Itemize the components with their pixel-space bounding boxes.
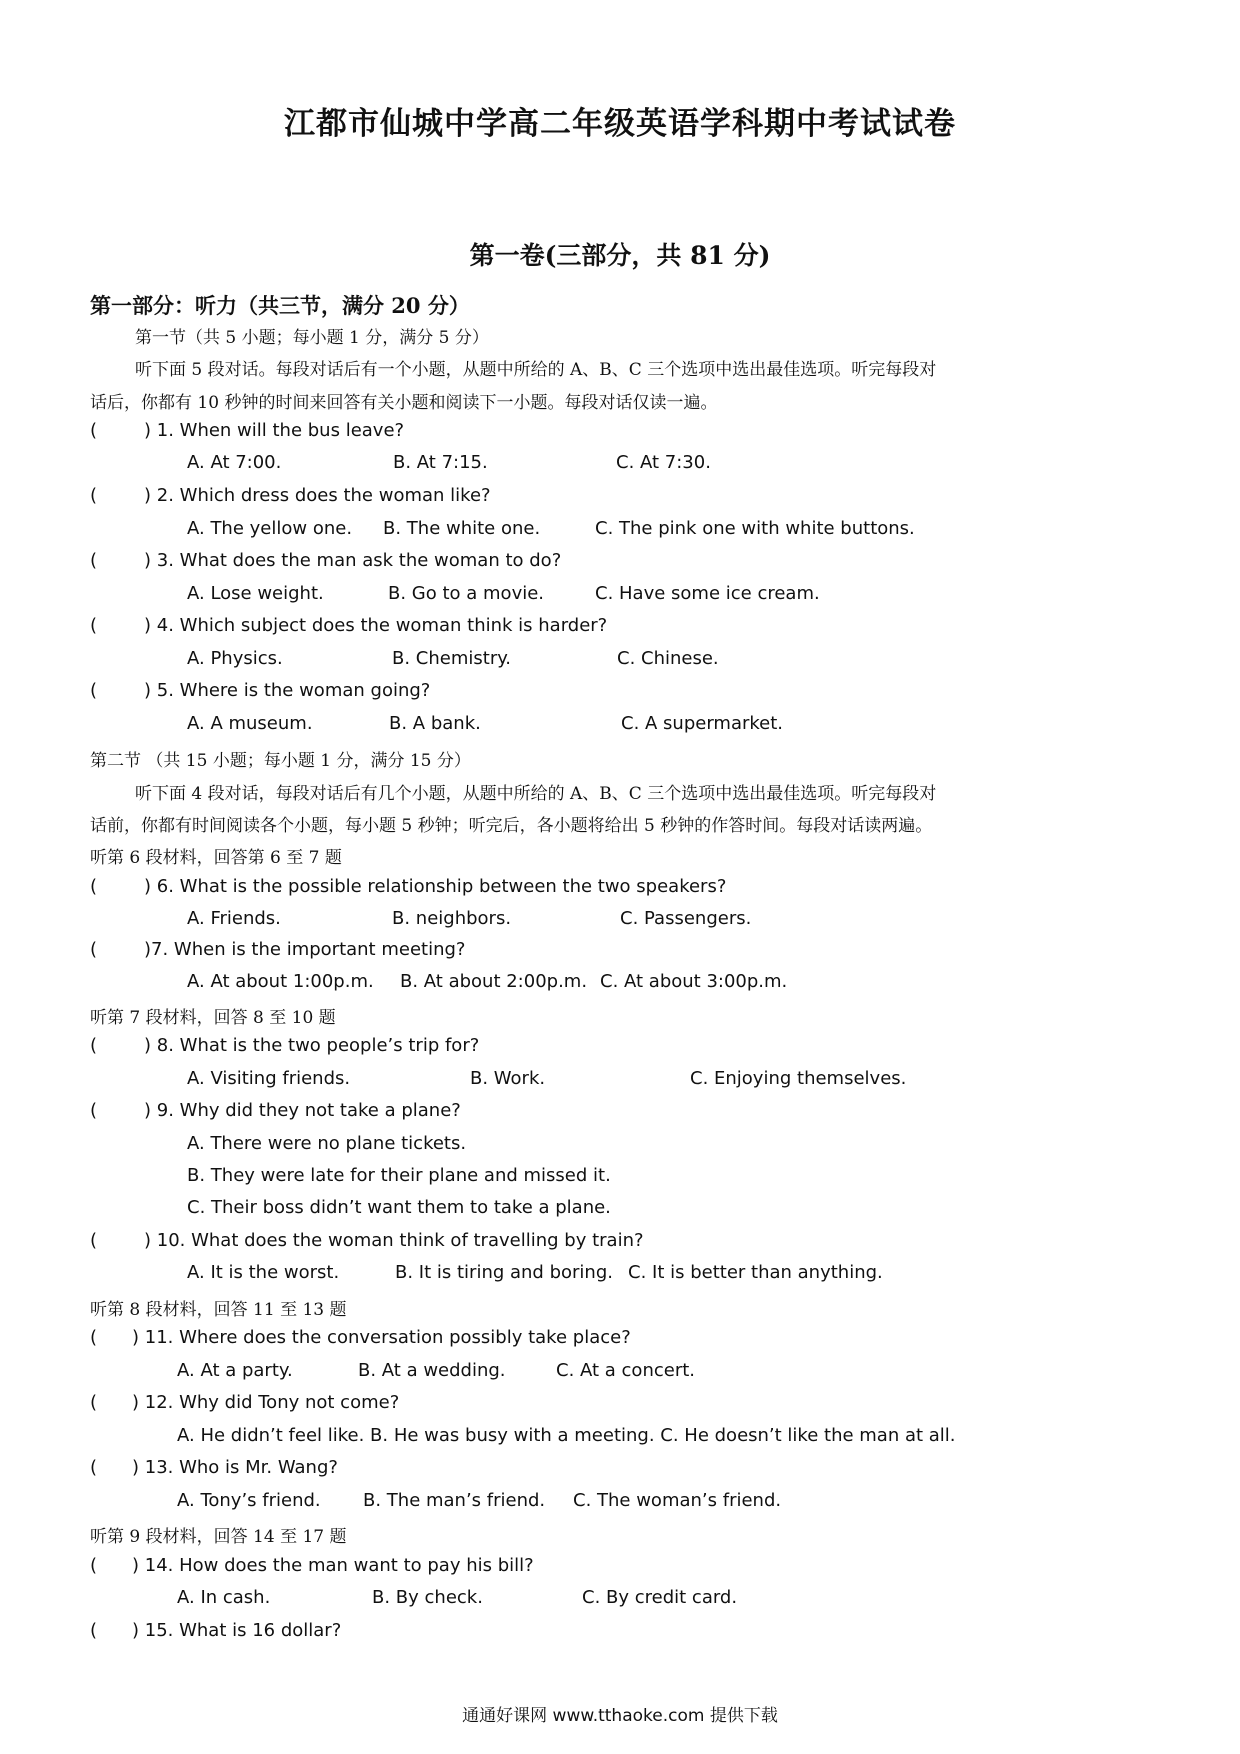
question-1: ( ) 1. When will the bus leave? [90,420,405,441]
option-c: C. A supermarket. [621,713,784,734]
exam-title: 江都市仙城中学高二年级英语学科期中考试试卷 [284,106,956,142]
answer-blank[interactable]: ( [90,1230,98,1251]
option-a: A. A museum. [187,713,313,734]
section2-instruction-1: 听下面 4 段对话，每段对话后有几个小题，从题中所给的 A、B、C 三个选项中选出最佳选项。听完每段对 [135,784,937,804]
section1-instruction-1: 听下面 5 段对话。每段对话后有一个小题，从题中所给的 A、B、C 三个选项中选出最佳选项。听完每段对 [135,360,937,380]
option-a: A. In cash. [177,1587,271,1608]
option-a: A. At 7:00. [187,452,282,473]
option-b: B. Work. [470,1068,546,1089]
option-c: C. Their boss didn’t want them to take a plane. [187,1197,611,1218]
option-b: B. At 7:15. [393,452,488,473]
option-a: A. The yellow one. [187,518,353,539]
answer-blank[interactable]: ( [90,1620,98,1641]
volume-title: 第一卷(三部分，共 81 分) [469,241,771,270]
section1-instruction-2: 话后，你都有 10 秒钟的时间来回答有关小题和阅读下一小题。每段对话仅读一遍。 [90,393,718,413]
option-b: B. At about 2:00p.m. [400,971,588,992]
question-8: ( ) 8. What is the two people’s trip for? [90,1035,480,1056]
option-b: B. By check. [372,1587,483,1608]
material-9-heading: 听第 9 段材料，回答 14 至 17 题 [90,1527,347,1547]
option-c: C. Chinese. [617,648,719,669]
option-a: A. At a party. [177,1360,293,1381]
option-c: C. Passengers. [620,908,752,929]
answer-blank[interactable]: ( [90,1327,98,1348]
answer-blank[interactable]: ( [90,420,98,441]
option-b: B. At a wedding. [358,1360,506,1381]
option-c: C. At 7:30. [616,452,711,473]
option-b: B. The man’s friend. [363,1490,546,1511]
answer-blank[interactable]: ( [90,1555,98,1576]
option-b: B. The white one. [383,518,541,539]
answer-blank[interactable]: ( [90,876,98,897]
option-b: B. It is tiring and boring. [395,1262,613,1283]
options-12: A. He didn’t feel like. B. He was busy with a meeting. C. He doesn’t like the man at all. [177,1425,956,1446]
material-7-heading: 听第 7 段材料，回答 8 至 10 题 [90,1008,336,1028]
question-7: ( )7. When is the important meeting? [90,939,466,960]
option-c: C. At a concert. [556,1360,696,1381]
question-6: ( ) 6. What is the possible relationship between the two speakers? [90,876,727,897]
material-6-heading: 听第 6 段材料，回答第 6 至 7 题 [90,848,342,868]
option-c: C. Enjoying themselves. [690,1068,907,1089]
option-b: B. They were late for their plane and missed it. [187,1165,611,1186]
material-8-heading: 听第 8 段材料，回答 11 至 13 题 [90,1300,347,1320]
option-a: A. Visiting friends. [187,1068,351,1089]
section2-instruction-2: 话前，你都有时间阅读各个小题，每小题 5 秒钟；听完后，各小题将给出 5 秒钟的作答时间。每段对话读两遍。 [90,816,933,836]
answer-blank[interactable]: ( [90,680,98,701]
answer-blank[interactable]: ( [90,1100,98,1121]
answer-blank[interactable]: ( [90,615,98,636]
option-a: A. Tony’s friend. [177,1490,321,1511]
option-c: C. Have some ice cream. [595,583,820,604]
option-a: A. It is the worst. [187,1262,340,1283]
option-a: A. Physics. [187,648,283,669]
option-a: A. At about 1:00p.m. [187,971,374,992]
question-5: ( ) 5. Where is the woman going? [90,680,431,701]
question-4: ( ) 4. Which subject does the woman think is harder? [90,615,608,636]
part1-heading: 第一部分：听力（共三节，满分 20 分） [90,293,470,318]
page-footer: 通通好课网 www.tthaoke.com 提供下载 [462,1706,778,1726]
option-b: B. Chemistry. [392,648,512,669]
question-10: ( ) 10. What does the woman think of travelling by train? [90,1230,644,1251]
question-2: ( ) 2. Which dress does the woman like? [90,485,491,506]
question-3: ( ) 3. What does the man ask the woman to do? [90,550,562,571]
answer-blank[interactable]: ( [90,485,98,506]
question-9: ( ) 9. Why did they not take a plane? [90,1100,461,1121]
answer-blank[interactable]: ( [90,550,98,571]
option-c: C. By credit card. [582,1587,738,1608]
option-c: C. The pink one with white buttons. [595,518,915,539]
answer-blank[interactable]: ( [90,1392,98,1413]
option-b: B. Go to a movie. [388,583,545,604]
answer-blank[interactable]: ( [90,1457,98,1478]
question-15: ( ) 15. What is 16 dollar? [90,1620,342,1641]
question-13: ( ) 13. Who is Mr. Wang? [90,1457,338,1478]
answer-blank[interactable]: ( [90,939,98,960]
option-c: C. It is better than anything. [628,1262,883,1283]
option-b: B. neighbors. [392,908,512,929]
option-c: C. At about 3:00p.m. [600,971,788,992]
question-12: ( ) 12. Why did Tony not come? [90,1392,400,1413]
question-14: ( ) 14. How does the man want to pay his bill? [90,1555,534,1576]
option-c: C. The woman’s friend. [573,1490,782,1511]
option-a: A. There were no plane tickets. [187,1133,467,1154]
option-a: A. Lose weight. [187,583,324,604]
answer-blank[interactable]: ( [90,1035,98,1056]
section1-heading: 第一节（共 5 小题；每小题 1 分，满分 5 分） [135,328,489,348]
question-11: ( ) 11. Where does the conversation possibly take place? [90,1327,631,1348]
option-b: B. A bank. [389,713,481,734]
option-a: A. Friends. [187,908,281,929]
section2-heading: 第二节 （共 15 小题；每小题 1 分，满分 15 分） [90,751,471,771]
